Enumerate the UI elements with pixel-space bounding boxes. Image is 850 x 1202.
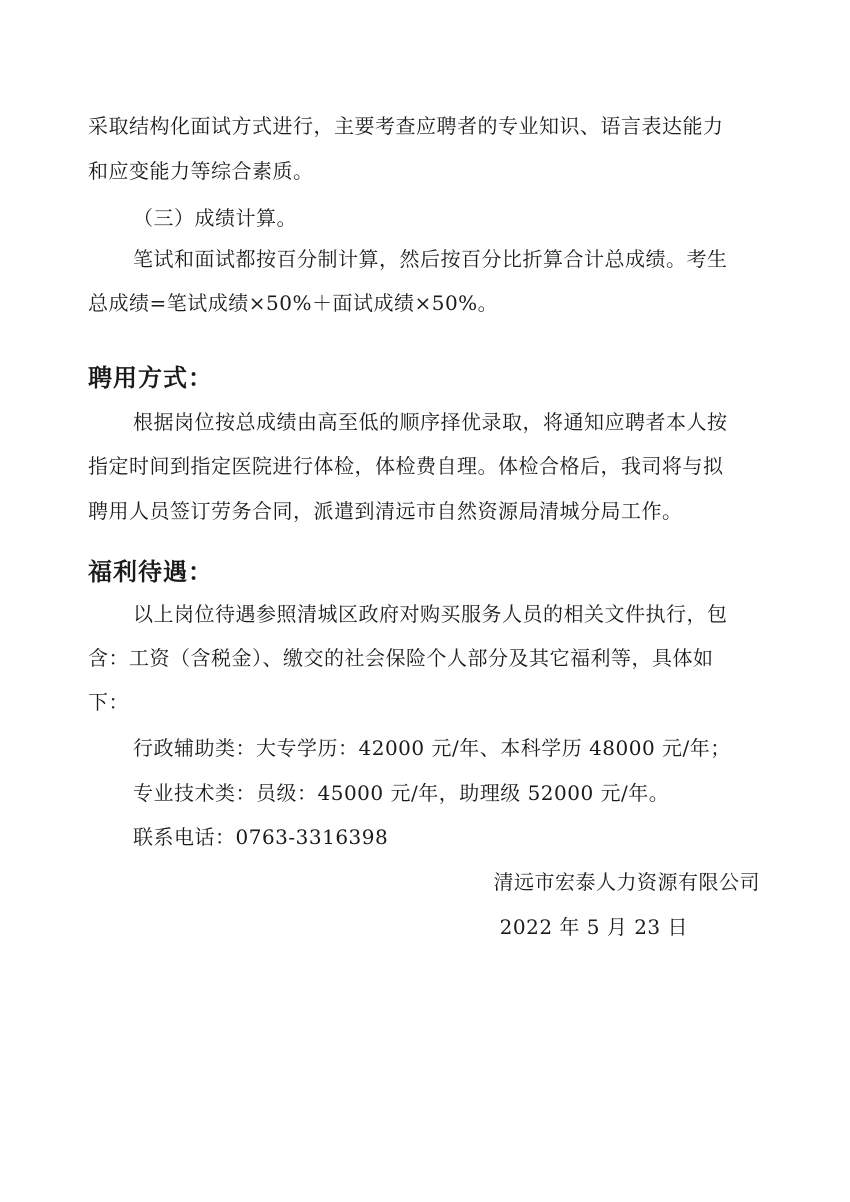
benefits-text-line-1: 以上岗位待遇参照清城区政府对购买服务人员的相关文件执行，包	[133, 602, 728, 626]
hiring-text-line-3: 聘用人员签订劳务合同，派遣到清远市自然资源局清城分局工作。	[88, 499, 683, 523]
score-text-line-2: 总成绩=笔试成绩×50%＋面试成绩×50%。	[88, 291, 499, 315]
benefits-text-line-3: 下：	[88, 690, 129, 714]
score-section-title: （三）成绩计算。	[133, 206, 297, 230]
salary-tech-line: 专业技术类：员级：45000 元/年，助理级 52000 元/年。	[133, 781, 670, 805]
score-text-line-1: 笔试和面试都按百分制计算，然后按百分比折算合计总成绩。考生	[133, 247, 728, 271]
signature-date: 2022 年 5 月 23 日	[499, 915, 688, 939]
benefits-heading: 福利待遇：	[88, 558, 213, 586]
hiring-heading: 聘用方式：	[88, 364, 213, 392]
hiring-text-line-2: 指定时间到指定医院进行体检，体检费自理。体检合格后，我司将与拟	[88, 454, 724, 478]
contact-phone-line: 联系电话：0763-3316398	[133, 825, 389, 849]
salary-admin-line: 行政辅助类：大专学历：42000 元/年、本科学历 48000 元/年；	[133, 736, 731, 760]
interview-text-line-2: 和应变能力等综合素质。	[88, 159, 314, 183]
benefits-text-line-2: 含：工资（含税金）、缴交的社会保险个人部分及其它福利等，具体如	[88, 646, 714, 670]
hiring-text-line-1: 根据岗位按总成绩由高至低的顺序择优录取，将通知应聘者本人按	[133, 410, 728, 434]
signature-company: 清远市宏泰人力资源有限公司	[493, 870, 760, 894]
interview-text-line-1: 采取结构化面试方式进行，主要考查应聘者的专业知识、语言表达能力	[88, 114, 724, 138]
